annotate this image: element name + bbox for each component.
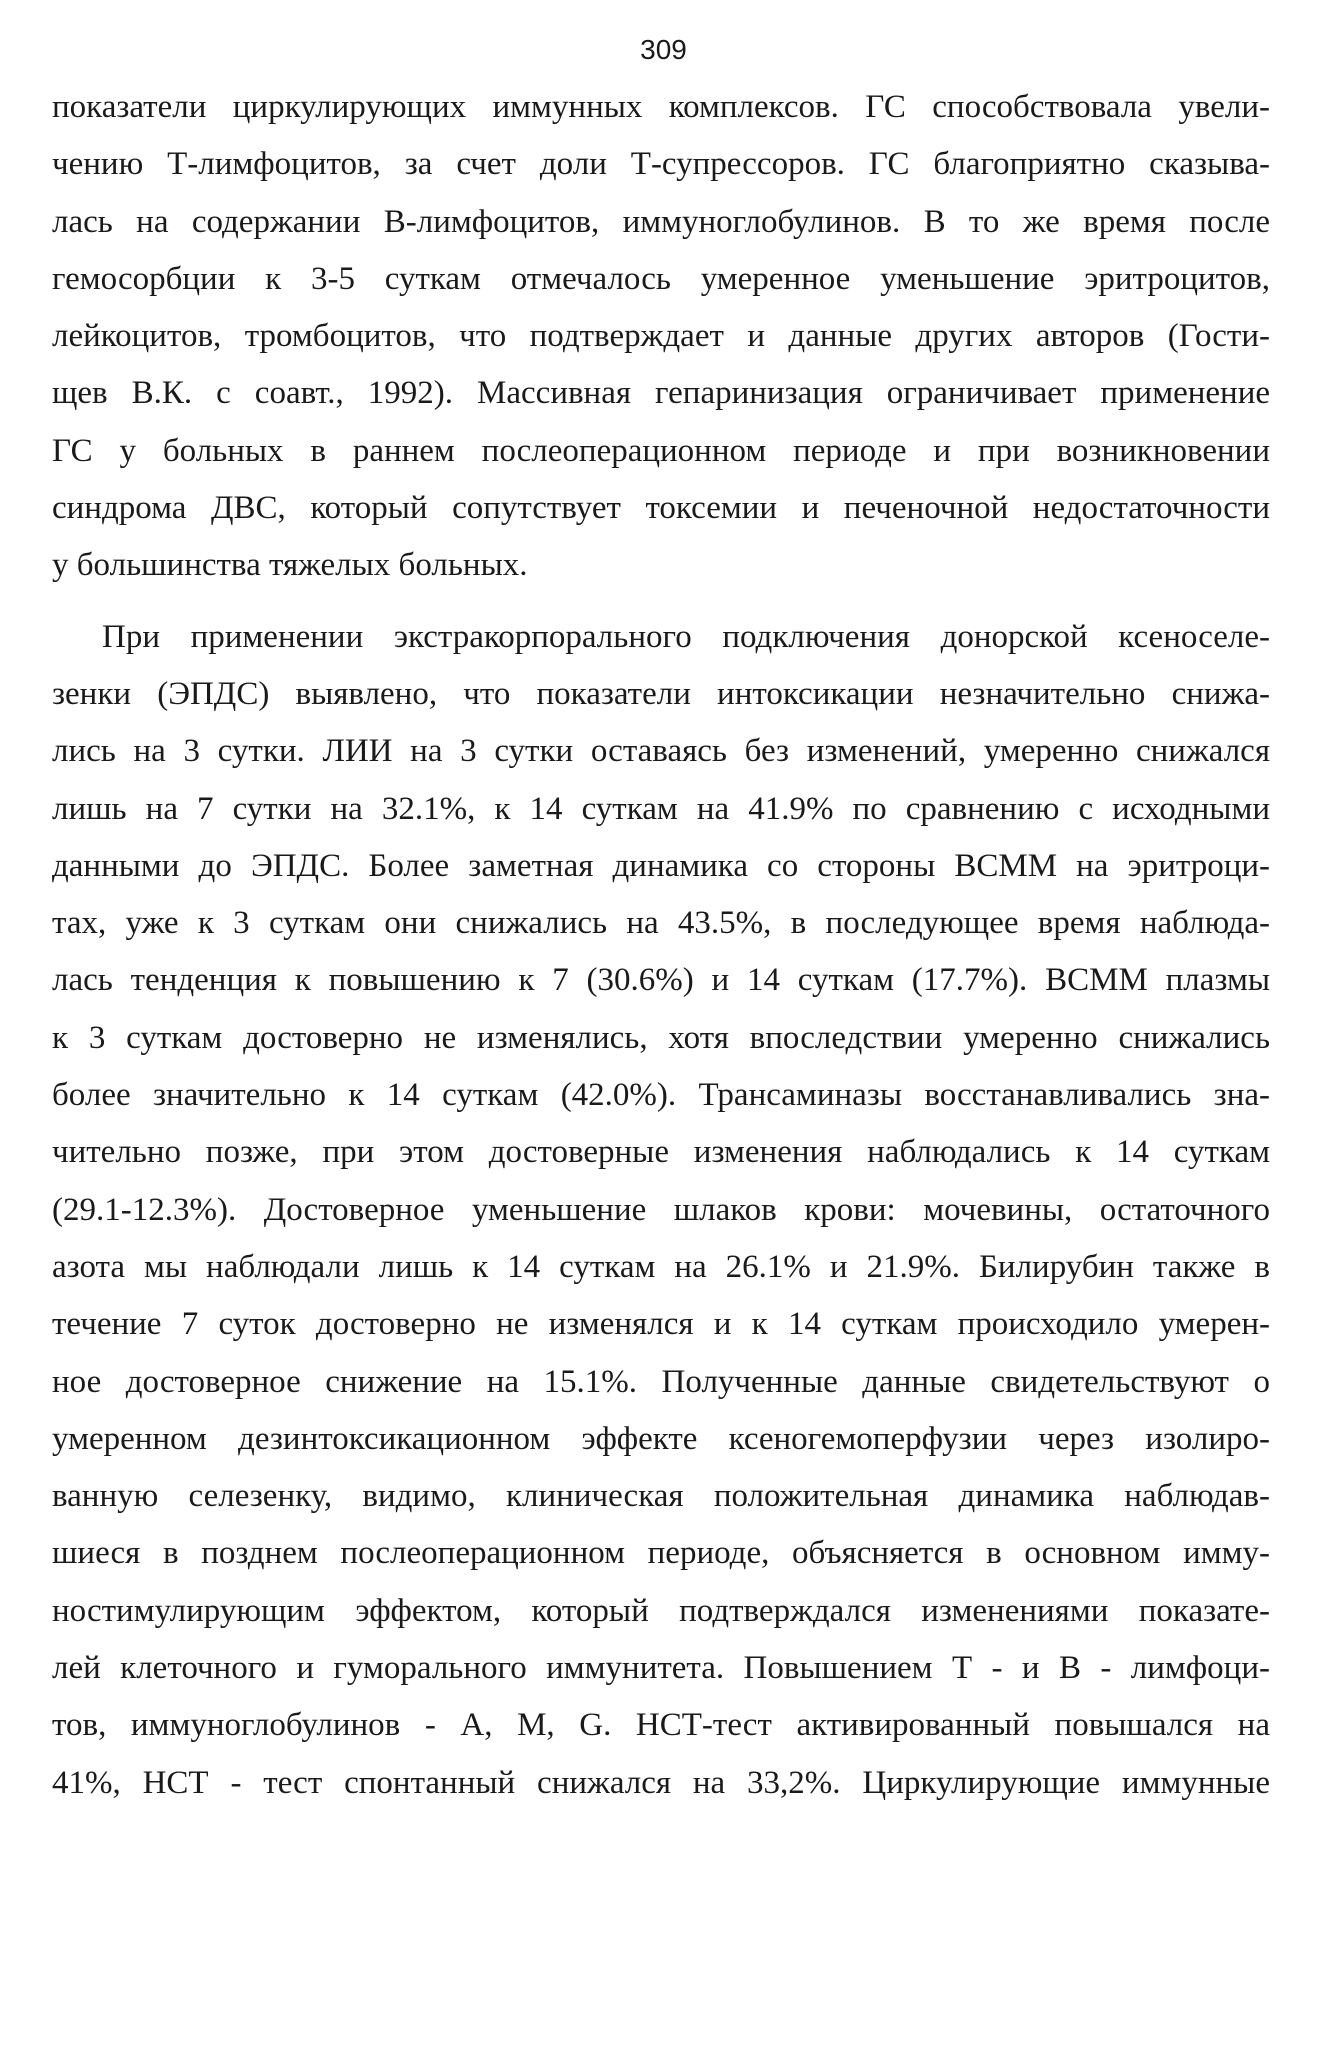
text-line: ГС у больных в раннем послеоперационном периоде и при возникновении [52, 432, 1270, 469]
paragraph-gap [52, 595, 1270, 609]
body-text [52, 79, 1270, 1812]
text-line: шиеся в позднем послеоперационном периоде, объясняется в основном иммy- [52, 1535, 1270, 1572]
text-line: к 3 суткам достоверно не изменялись, хотя впоследствии умеренно снижались [52, 1019, 1270, 1056]
text-line: лась тенденция к повышению к 7 (30.6%) и 14 суткам (17.7%). ВСММ плазмы [52, 962, 1270, 999]
text-line: умеренном дезинтоксикационном эффекте ксеногемоперфузии через изолиро- [52, 1420, 1270, 1457]
text-line: данными до ЭПДС. Более заметная динамика со стороны ВСММ на эритроци- [52, 847, 1270, 884]
text-line: 41%, НСТ - тест спонтанный снижался на 33,2%. Циркулирующие иммунные [52, 1764, 1270, 1801]
text-line: тов, иммуноглобулинов - А, М, G. НСТ-тест активированный повышался на [52, 1707, 1270, 1744]
paragraph [52, 79, 1270, 595]
text-line: ное достоверное снижение на 15.1%. Полученные данные свидетельствуют о [52, 1363, 1270, 1400]
text-line: течение 7 суток достоверно не изменялся и к 14 суткам происходило умерен- [52, 1306, 1270, 1343]
text-line: При применении экстракорпорального подключения донорской ксеноселе- [102, 618, 1270, 655]
text-line: щев В.К. с соавт., 1992). Массивная гепаринизация ограничивает применение [52, 375, 1270, 412]
text-line: ностимулирующим эффектом, который подтверждался изменениями показате- [52, 1592, 1270, 1629]
text-line: лей клеточного и гуморального иммунитета. Повышением Т - и В - лимфоци- [52, 1650, 1270, 1687]
text-line: лишь на 7 сутки на 32.1%, к 14 суткам на 41.9% по сравнению с исходными [52, 790, 1270, 827]
text-line: ванную селезенку, видимо, клиническая положительная динамика наблюдав- [52, 1478, 1270, 1515]
page-number: 309 [640, 34, 687, 65]
text-line: показатели циркулирующих иммунных комплексов. ГС способствовала увели- [52, 89, 1270, 125]
text-line: чительно позже, при этом достоверные изменения наблюдались к 14 суткам [52, 1134, 1270, 1171]
text-line: гемосорбции к 3-5 суткам отмечалось умеренное уменьшение эритроцитов, [52, 260, 1270, 297]
text-line: синдрома ДВС, который сопутствует токсемии и печеночной недостаточности [52, 490, 1270, 527]
text-line: тах, уже к 3 суткам они снижались на 43.5%, в последующее время наблюда- [52, 905, 1270, 942]
text-line: (29.1-12.3%). Достоверное уменьшение шлаков крови: мочевины, остаточного [52, 1191, 1270, 1228]
text-line: чению Т-лимфоцитов, за счет доли Т-супрессоров. ГС благоприятно сказыва- [52, 146, 1270, 183]
text-line: лись на 3 сутки. ЛИИ на 3 сутки оставаясь без изменений, умеренно снижался [52, 733, 1270, 770]
text-line: более значительно к 14 суткам (42.0%). Трансаминазы восстанавливались зна- [52, 1077, 1270, 1114]
text-line: азота мы наблюдали лишь к 14 суткам на 26.1% и 21.9%. Билирубин также в [52, 1248, 1270, 1285]
paragraph [52, 609, 1270, 1812]
text-line: зенки (ЭПДС) выявлено, что показатели интоксикации незначительно снижа- [52, 675, 1270, 712]
text-line: лейкоцитов, тромбоцитов, что подтверждает и данные других авторов (Гости- [52, 318, 1270, 355]
text-line: лась на содержании В-лимфоцитов, иммуноглобулинов. В то же время после [52, 203, 1270, 240]
text-line: у большинства тяжелых больных. [52, 547, 528, 584]
